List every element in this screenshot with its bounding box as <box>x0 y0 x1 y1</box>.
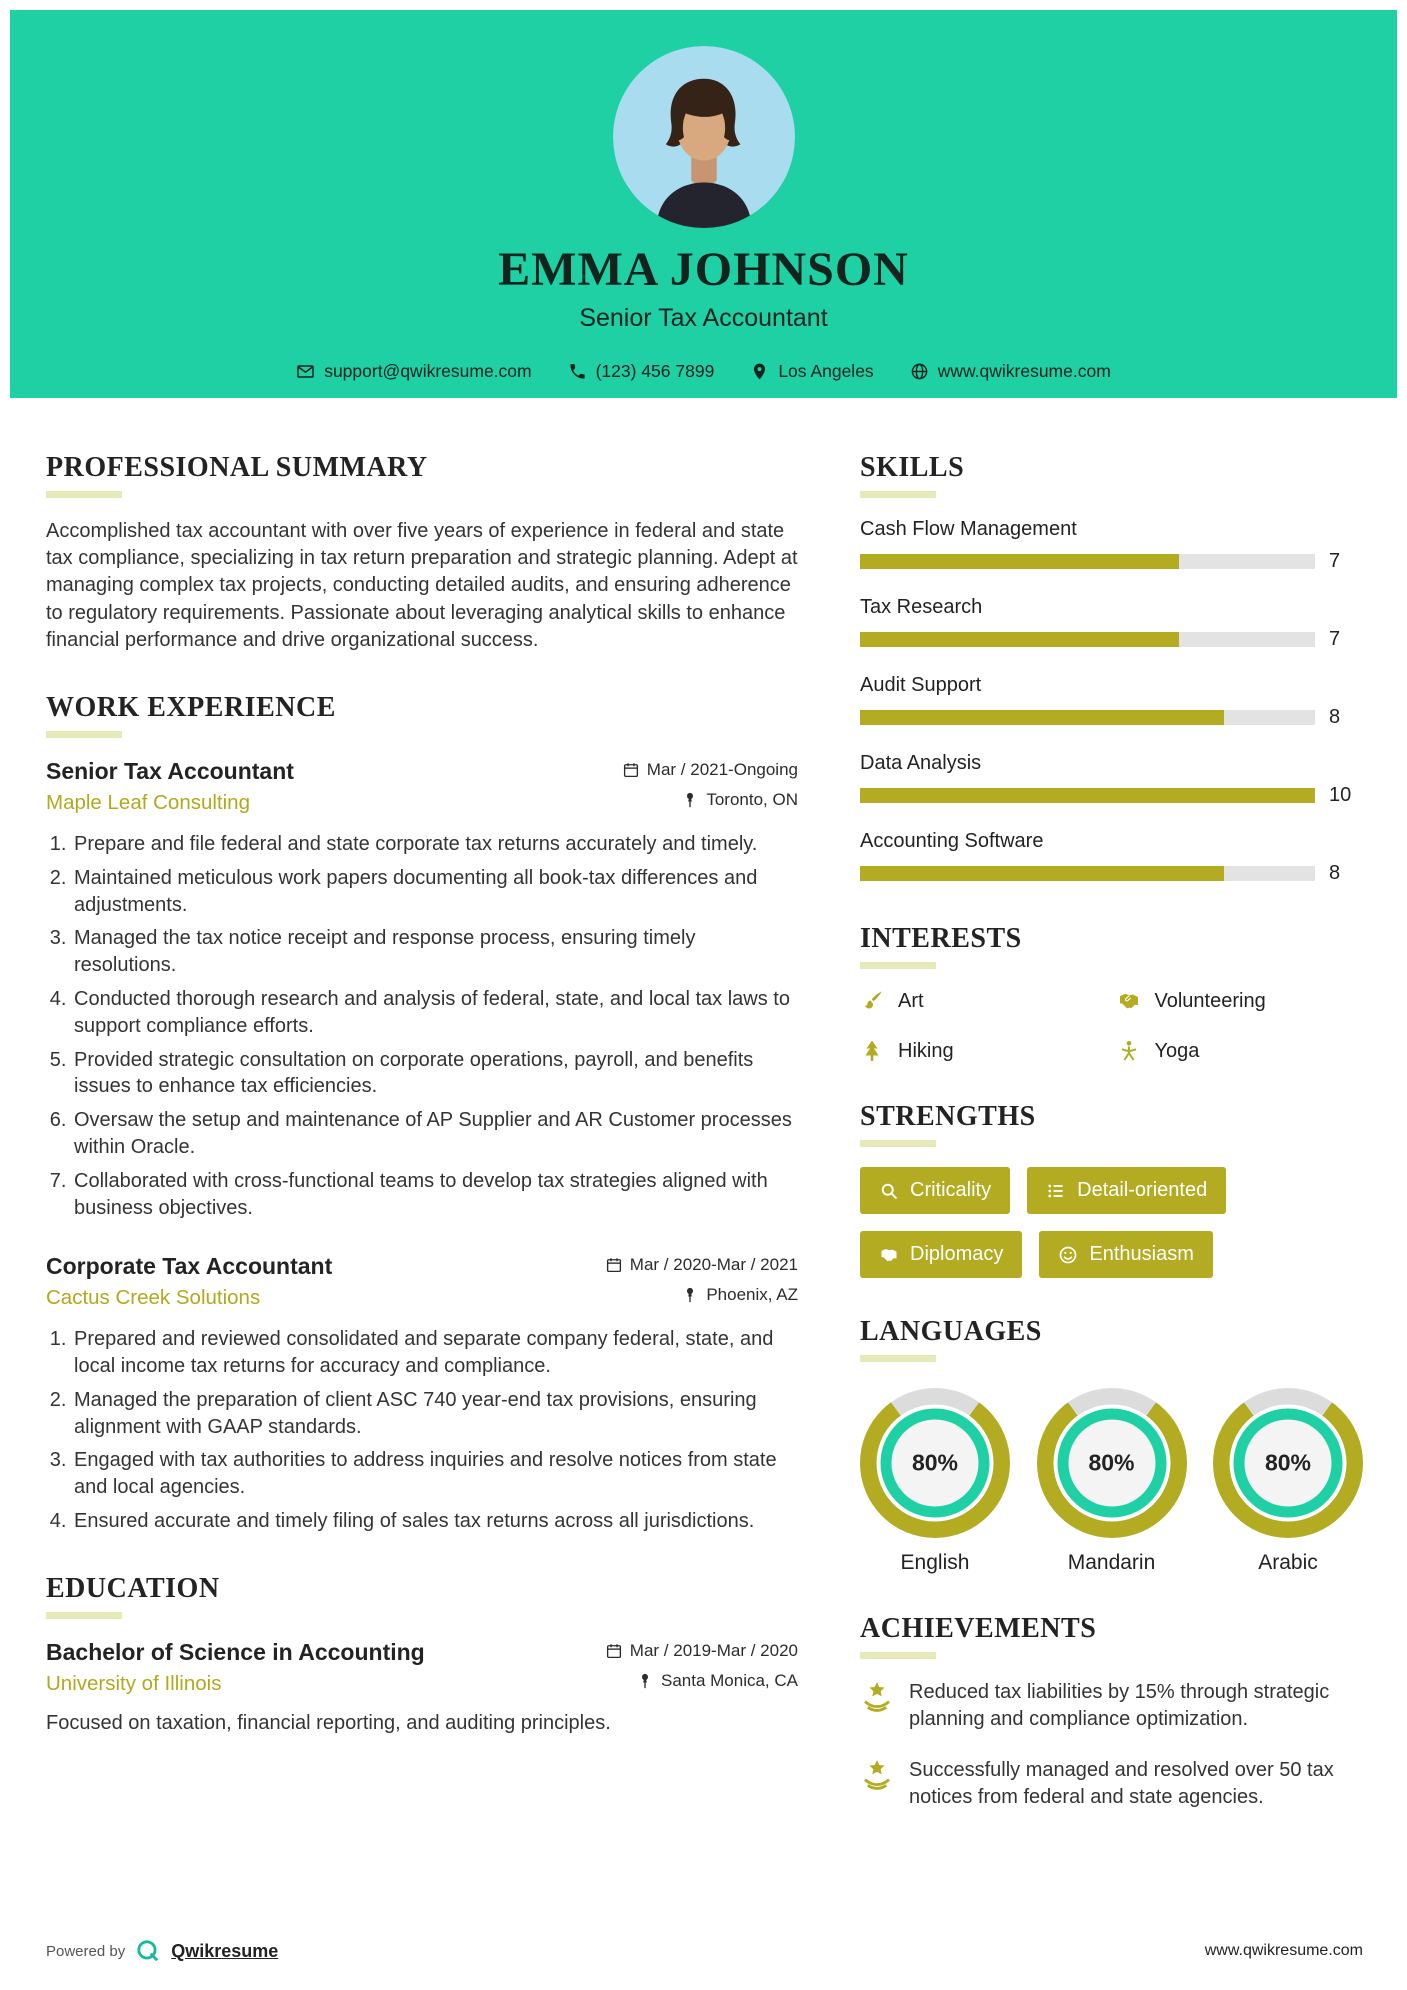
contact-website[interactable] <box>910 361 1111 382</box>
strengths-heading: STRENGTHS <box>860 1101 1036 1132</box>
contact-email[interactable] <box>296 361 531 382</box>
skills-heading: SKILLS <box>860 452 965 483</box>
job-title-row <box>46 758 798 785</box>
job-company: Maple Leaf Consulting <box>46 790 250 814</box>
heading-underline <box>860 1355 936 1362</box>
job-entry <box>46 758 798 1221</box>
skill-bar <box>860 710 1315 725</box>
education-location-text: Santa Monica, CA <box>660 1670 798 1690</box>
pushpin-icon <box>636 1672 654 1690</box>
experience-heading: WORK EXPERIENCE <box>46 691 336 723</box>
section-achievements <box>860 1613 1363 1811</box>
strength-badge <box>1027 1167 1226 1214</box>
interests-grid <box>860 989 1363 1063</box>
section-languages <box>860 1316 1363 1575</box>
job-location <box>681 1285 798 1305</box>
job-bullets <box>46 831 798 1221</box>
skill-bar <box>860 866 1315 881</box>
job-company-row <box>46 1280 798 1310</box>
language-donut <box>860 1388 1010 1538</box>
interest-label: Volunteering <box>1154 989 1266 1012</box>
bullet-item: 2. Managed the preparation of client ASC 740 year-end tax provisions, ensuring alignment with GAAP standards. <box>72 1387 798 1441</box>
star-award-icon <box>860 1680 894 1714</box>
skill-bar <box>860 554 1315 569</box>
bullet-item: 2. Maintained meticulous work papers documenting all book-tax differences and adjustments. <box>72 865 798 919</box>
interest-item <box>1117 1039 1364 1063</box>
envelope-icon <box>296 362 315 381</box>
language-donut <box>1037 1388 1187 1538</box>
qwikresume-logo-icon <box>135 1938 161 1964</box>
section-skills <box>860 452 1363 885</box>
skill-value: 8 <box>1329 862 1341 884</box>
smiley-icon <box>1058 1245 1078 1265</box>
handshake-icon <box>1117 989 1141 1013</box>
strength-label: Detail-oriented <box>1077 1179 1208 1201</box>
name: EMMA JOHNSON <box>498 243 909 296</box>
calendar-icon <box>605 1642 623 1660</box>
header <box>10 10 1397 398</box>
contact-phone-text: (123) 456 7899 <box>595 361 715 381</box>
paintbrush-icon <box>860 989 884 1013</box>
bullet-item: 4. Ensured accurate and timely filing of sales tax returns across all jurisdictions. <box>72 1508 798 1535</box>
language-label: Mandarin <box>1067 1551 1156 1574</box>
skill-label: Accounting Software <box>860 830 1044 852</box>
contact-website-text: www.qwikresume.com <box>937 361 1111 381</box>
header-job-title: Senior Tax Accountant <box>579 304 828 332</box>
language-label: English <box>900 1551 970 1574</box>
job-bullets <box>46 1326 798 1535</box>
skill-item <box>860 752 1363 807</box>
tree-icon <box>860 1039 884 1063</box>
profile-photo <box>613 46 795 228</box>
achievements-heading: ACHIEVEMENTS <box>860 1613 1097 1644</box>
skill-item <box>860 830 1363 885</box>
achievement-item <box>860 1757 1363 1811</box>
interest-label: Yoga <box>1154 1039 1200 1062</box>
footer-website-link[interactable]: www.qwikresume.com <box>1204 1942 1363 1959</box>
skill-value: 7 <box>1329 550 1341 572</box>
interest-item <box>1117 989 1364 1013</box>
pushpin-icon <box>681 1286 699 1304</box>
job-company-row <box>46 785 798 815</box>
skill-label: Data Analysis <box>860 752 982 774</box>
skill-label: Tax Research <box>860 596 983 618</box>
bullet-item: 3. Engaged with tax authorities to address inquiries and resolve notices from state and local agencies. <box>72 1447 798 1501</box>
job-dates-text: Mar / 2021-Ongoing <box>646 759 798 779</box>
language-donut <box>1213 1388 1363 1538</box>
skill-bar-fill <box>860 554 1179 569</box>
heading-underline <box>860 1652 936 1659</box>
phone-icon <box>568 362 587 381</box>
job-entry <box>46 1253 798 1535</box>
section-interests <box>860 923 1363 1063</box>
job-location <box>681 790 798 810</box>
section-education <box>46 1573 798 1737</box>
bullet-item: 1. Prepare and file federal and state corporate tax returns accurately and timely. <box>72 831 798 858</box>
main-content <box>46 452 1363 1849</box>
job-company: Cactus Creek Solutions <box>46 1286 261 1310</box>
languages-heading: LANGUAGES <box>860 1316 1042 1347</box>
footer <box>46 1938 1363 1964</box>
list-icon <box>1046 1181 1066 1201</box>
skill-item <box>860 596 1363 651</box>
education-heading: EDUCATION <box>46 1572 220 1604</box>
magnifier-icon <box>879 1181 899 1201</box>
bullet-item: 3. Managed the tax notice receipt and response process, ensuring timely resolutions. <box>72 925 798 979</box>
section-summary <box>46 452 798 654</box>
skill-bar-fill <box>860 710 1224 725</box>
footer-brand-group <box>46 1938 278 1964</box>
heading-underline <box>46 1612 122 1619</box>
strengths-list <box>860 1167 1363 1278</box>
language-label: Arabic <box>1258 1551 1318 1574</box>
strength-badge <box>860 1167 1010 1214</box>
heading-underline <box>46 491 122 498</box>
contact-row <box>10 361 1397 382</box>
contact-phone <box>568 361 715 382</box>
interests-heading: INTERESTS <box>860 923 1022 954</box>
skill-bar-fill <box>860 632 1179 647</box>
calendar-icon <box>605 1256 623 1274</box>
language-percent: 80% <box>1264 1449 1312 1476</box>
contact-email-text: support@qwikresume.com <box>324 361 532 381</box>
strength-badge <box>1039 1231 1213 1278</box>
heading-underline <box>860 962 936 969</box>
strength-label: Enthusiasm <box>1089 1243 1194 1265</box>
bullet-item: 4. Conducted thorough research and analysis of federal, state, and local tax laws to support compliance efforts. <box>72 986 798 1040</box>
yoga-icon <box>1117 1039 1141 1063</box>
bullet-item: 6. Oversaw the setup and maintenance of AP Supplier and AR Customer processes within Oracle. <box>72 1107 798 1161</box>
skill-bar-fill <box>860 788 1315 803</box>
skill-value: 10 <box>1329 784 1352 806</box>
skill-bar <box>860 632 1315 647</box>
education-dates-text: Mar / 2019-Mar / 2020 <box>629 1640 798 1660</box>
interest-item <box>860 989 1107 1013</box>
avatar <box>613 46 795 228</box>
powered-by-label: Powered by <box>46 1942 126 1960</box>
skill-item <box>860 674 1363 729</box>
heading-underline <box>860 491 936 498</box>
bullet-item: 5. Provided strategic consultation on corporate operations, payroll, and benefits issues to enhance tax efficiencies. <box>72 1047 798 1101</box>
achievement-text: Successfully managed and resolved over 50 tax notices from federal and state agencies. <box>909 1759 1334 1808</box>
strength-label: Criticality <box>910 1179 992 1201</box>
education-description: Focused on taxation, financial reporting, and auditing principles. <box>46 1711 611 1734</box>
section-strengths <box>860 1101 1363 1278</box>
language-percent: 80% <box>911 1449 959 1476</box>
left-column <box>46 452 798 1849</box>
calendar-icon <box>622 761 640 779</box>
achievement-text: Reduced tax liabilities by 15% through strategic planning and compliance optimization. <box>909 1681 1330 1730</box>
skill-bar <box>860 788 1315 803</box>
bullet-item: 7. Collaborated with cross-functional teams to develop tax strategies aligned with business objectives. <box>72 1168 798 1222</box>
strength-badge <box>860 1231 1022 1278</box>
education-degree: Bachelor of Science in Accounting <box>46 1638 425 1665</box>
heading-underline <box>46 731 122 738</box>
languages-list <box>860 1382 1363 1575</box>
skill-bar-fill <box>860 866 1224 881</box>
job-title-row <box>46 1253 798 1280</box>
education-school: University of Illinois <box>46 1671 222 1695</box>
education-location <box>636 1671 798 1691</box>
job-location-text: Toronto, ON <box>706 789 798 809</box>
job-location-text: Phoenix, AZ <box>706 1285 798 1305</box>
job-dates-text: Mar / 2020-Mar / 2021 <box>629 1255 798 1275</box>
contact-location <box>750 361 873 382</box>
strength-label: Diplomacy <box>910 1243 1004 1265</box>
language-item <box>860 1388 1010 1575</box>
handshake-icon <box>879 1245 899 1265</box>
globe-icon <box>910 362 929 381</box>
language-percent: 80% <box>1088 1449 1135 1476</box>
job-title: Senior Tax Accountant <box>46 757 294 784</box>
pushpin-icon <box>681 791 699 809</box>
job-title: Corporate Tax Accountant <box>46 1253 333 1280</box>
achievement-item <box>860 1679 1363 1733</box>
skill-label: Cash Flow Management <box>860 518 1077 540</box>
skill-value: 8 <box>1329 706 1341 728</box>
skill-value: 7 <box>1329 628 1341 650</box>
job-dates <box>605 1255 798 1275</box>
star-award-icon <box>860 1758 894 1792</box>
section-experience <box>46 692 798 1535</box>
contact-location-text: Los Angeles <box>778 361 874 381</box>
interest-label: Hiking <box>898 1039 954 1062</box>
education-dates <box>605 1641 798 1661</box>
interest-label: Art <box>898 989 924 1012</box>
bullet-item: 1. Prepared and reviewed consolidated and separate company federal, state, and local income tax returns for accuracy and compliance. <box>72 1326 798 1380</box>
education-school-row <box>46 1666 798 1696</box>
education-title-row <box>46 1639 798 1666</box>
job-dates <box>622 760 798 780</box>
heading-underline <box>860 1140 936 1147</box>
skill-label: Audit Support <box>860 674 982 696</box>
map-pin-icon <box>750 362 769 381</box>
skill-item <box>860 518 1363 573</box>
language-item <box>1037 1388 1187 1575</box>
interest-item <box>860 1039 1107 1063</box>
right-column <box>860 452 1363 1849</box>
summary-heading: PROFESSIONAL SUMMARY <box>46 452 428 483</box>
summary-text: Accomplished tax accountant with over five years of experience in federal and state tax compliance, specializing in tax return preparation and strategic planning. Adept at managing complex tax projects, conducting detailed audits, and ensuring adherence to regulatory requirements. Passionate about leveraging analytical skills to enhance financial performance and drive organizational success. <box>46 520 798 651</box>
language-item <box>1213 1388 1363 1575</box>
qwikresume-brand-link[interactable]: Qwikresume <box>171 1940 279 1961</box>
